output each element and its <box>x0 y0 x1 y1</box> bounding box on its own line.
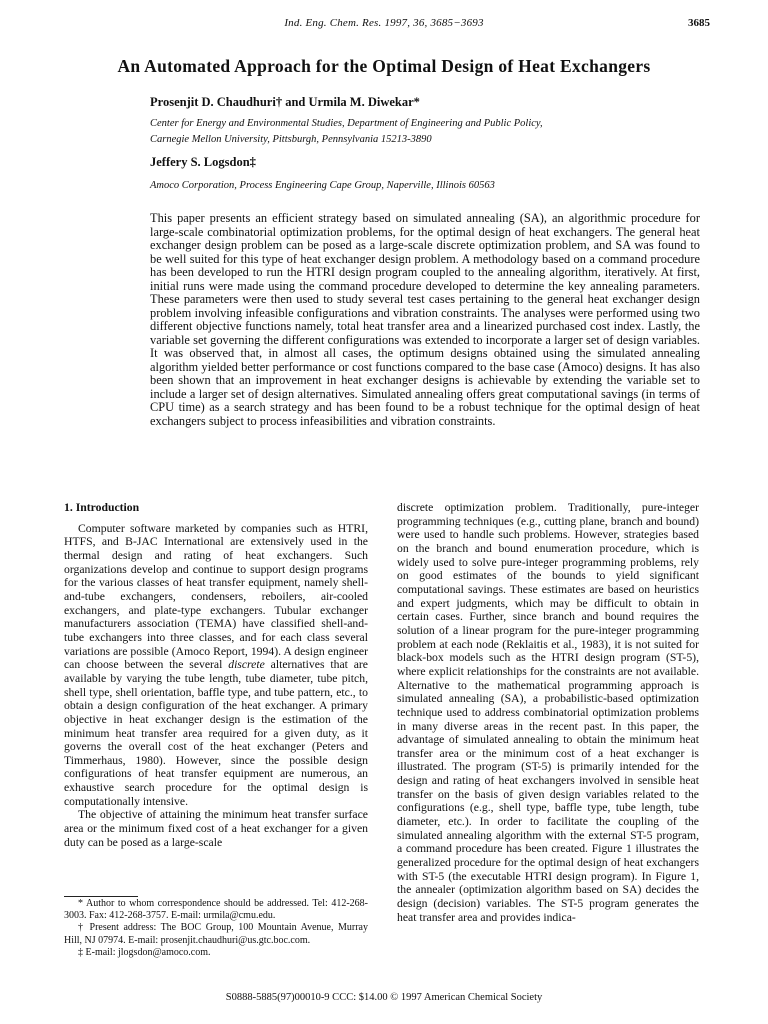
paper-title: An Automated Approach for the Optimal Design of Heat Exchangers <box>117 56 651 76</box>
abstract <box>150 212 700 428</box>
abstract-text: This paper presents an efficient strategy based on simulated annealing (SA), an algorithmic procedure for large-scale combinatorial optimization problems, for the optimal design of heat exchangers. The general heat exchanger design problem can be posed as a large-scale discrete optimization problem, and SA was found to be well suited for this type of heat exchanger design problem. A methodology based on a command procedure has been developed to run the HTRI design program coupled to the annealing algorithm, iteratively. At first, initial runs were made using the command procedure developed to determine the key annealing parameters. These parameters were then used to study several test cases pertaining to the general heat exchanger design problem involving infeasible configurations and vibration constraints. The analyses were performed using two different objective functions namely, total heat transfer area and a linearized purchased cost index. Lastly, the variable set governing the different configurations was extended to incorporate a larger set of design variables. It was observed that, in almost all cases, the optimum designs obtained using the simulated annealing algorithm yielded better performance or cost functions compared to the base case (Amoco) designs. It has also been shown that an improvement in heat exchanger designs is achievable by extending the variable set to include a larger set of design alternatives. Simulated annealing offers great computational savings (in terms of CPU time) as a search strategy and has been found to be a robust technique for the optimal design of heat exchangers subject to process infeasibilities and vibration constraints. <box>150 211 700 428</box>
footnote-rule <box>64 896 138 897</box>
intro-paragraph-continued: discrete optimization problem. Traditionally, pure-integer programming techniques (e.g., cutting plane, branch and bound) were used to handle such problems. However, strategies based on the branch and bound enumeration procedure, which is widely used to solve pure-integer programming problems, rely on good estimates of the bounds to yield significant computational savings. These estimates are based on heuristics and expert judgments, which may be difficult to obtain in certain cases. Further, since branch and bound requires the solution of a linear program for the pure-integer programming problem at each node (Reklaitis et al., 1983), it is not suited for black-box models such as the HTRI design program (ST-5), where explicit relationships for the constraints are not available. Alternative to the mathematical programming approach is simulated annealing (SA), a probabilistic-based optimization technique used to address combinatorial optimization problems in many diverse areas in the recent past. In this paper, the advantage of simulated annealing to obtain the minimum heat transfer area or the minimum cost of a heat exchanger is illustrated. The program (ST-5) is primarily intended for the design and rating of heat exchangers involved in sensible heat transfer on the basis of given design variables related to the configurations (e.g., shell type, baffle type, tube length, tube diameter, etc.). In order to facilitate the coupling of the simulated annealing algorithm with the external ST-5 program, a command procedure has been created. Figure 1 illustrates the generalized procedure for the optimal design of heat exchangers with ST-5 (the executable HTRI design program). In Figure 1, the annealer (optimization algorithm based on SA) decides the design (decision) variables. The ST-5 program generates the heat transfer area and provides indica- <box>397 501 699 924</box>
affiliation-2: Amoco Corporation, Process Engineering Cape Group, Naperville, Illinois 60563 <box>150 180 495 191</box>
column-left <box>64 501 368 849</box>
footnotes <box>64 898 368 959</box>
journal-citation: Ind. Eng. Chem. Res. 1997, 36, 3685−3693 <box>284 17 484 29</box>
author-line-2: Jeffery S. Logsdon‡ <box>150 155 256 169</box>
footnote-present-address: † Present address: The BOC Group, 100 Mountain Avenue, Murray Hill, NJ 07974. E-mail: prosenjit.chaudhuri@us.gtc.boc.com. <box>64 922 368 946</box>
affiliation-1-line-2: Carnegie Mellon University, Pittsburgh, Pennsylvania 15213-3890 <box>150 134 432 145</box>
section-heading: 1. Introduction <box>64 501 140 514</box>
affiliation-1 <box>150 116 543 148</box>
intro-paragraph-1: Computer software marketed by companies such as HTRI, HTFS, and B-JAC International are extensively used in the thermal design and rating of heat exchangers. Such organizations develop and continue to support design programs for the various classes of heat transfer equipment, namely shell-and-tube exchangers, condensers, reboilers, air-cooled exchangers, and plate-type exchangers. Tubular exchanger manufacturers association (TEMA) have classified shell-and-tube exchangers into three classes, and for each class several variations are possible (Amoco Report, 1994). A design engineer can choose between the several discrete alternatives that are available by varying the tube length, tube diameter, tube pitch, shell type, shell orientation, baffle type, and tube pattern, etc., to obtain a design configuration of the heat exchanger. A primary objective in heat exchanger design is the estimation of the minimum heat transfer area required for a given duty, as it governs the overall cost of the heat exchanger (Peters and Timmerhaus, 1980). However, since the possible design configurations of heat transfer equipment are numerous, an exhaustive search procedure for the optimal design is computationally intensive. <box>64 521 368 808</box>
affiliation-1-line-1: Center for Energy and Environmental Studies, Department of Engineering and Public Policy, <box>150 118 543 129</box>
column-right <box>397 501 699 924</box>
footnote-corresponding: * Author to whom correspondence should be addressed. Tel: 412-268-3003. Fax: 412-268-3757. E-mail: urmila@cmu.edu. <box>64 898 368 922</box>
page-number: 3685 <box>688 17 710 29</box>
intro-paragraph-2: The objective of attaining the minimum heat transfer surface area or the minimum fixed cost of a heat exchanger for a given duty can be posed as a large-scale <box>64 808 368 849</box>
copyright-line: S0888-5885(97)00010-9 CCC: $14.00 © 1997 American Chemical Society <box>225 992 543 1003</box>
author-line-1: Prosenjit D. Chaudhuri† and Urmila M. Diwekar* <box>150 95 420 109</box>
footnote-email: ‡ E-mail: jlogsdon@amoco.com. <box>78 946 211 958</box>
